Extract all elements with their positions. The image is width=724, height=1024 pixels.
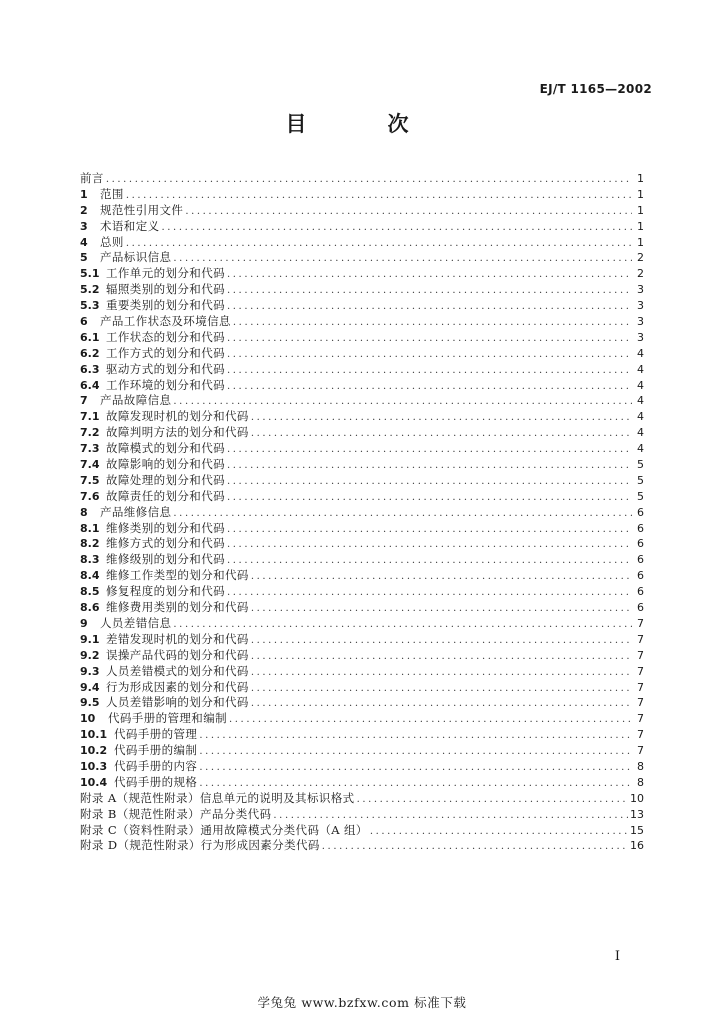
toc-leader-dots: [251, 665, 632, 681]
toc-entry-page: 7: [637, 648, 644, 662]
toc-entry-number: 9.5: [80, 696, 100, 710]
toc-entry[interactable]: [80, 457, 644, 473]
toc-entry-page: 1: [637, 187, 644, 201]
toc-entry-title: 附录 A（规范性附录）信息单元的说明及其标识格式: [80, 790, 355, 805]
toc-list: [80, 171, 644, 854]
toc-leader-dots: [251, 649, 632, 665]
toc-entry-title: 代码手册的管理和编制: [108, 711, 227, 726]
toc-entry[interactable]: [80, 330, 644, 346]
toc-entry-title: 维修级别的划分和代码: [106, 552, 225, 567]
toc-entry[interactable]: [80, 425, 644, 441]
toc-leader-dots: [227, 379, 632, 395]
toc-entry-page: 6: [637, 537, 644, 551]
toc-entry-title: 故障发现时机的划分和代码: [106, 409, 249, 424]
toc-entry-title: 人员差错影响的划分和代码: [106, 695, 249, 710]
toc-entry-title: 附录 C（资料性附录）通用故障模式分类代码（A 组）: [80, 822, 368, 837]
toc-entry-page: 4: [637, 410, 644, 424]
toc-entry-page: 4: [637, 346, 644, 360]
toc-entry-title: 附录 D（规范性附录）行为形成因素分类代码: [80, 838, 320, 853]
toc-entry-number: 6.2: [80, 346, 100, 360]
toc-entry-page: 13: [630, 807, 644, 821]
toc-leader-dots: [227, 283, 632, 299]
toc-leader-dots: [251, 426, 632, 442]
toc-entry-page: 7: [637, 696, 644, 710]
toc-entry-page: 3: [637, 330, 644, 344]
toc-entry-page: 7: [637, 728, 644, 742]
toc-entry[interactable]: [80, 362, 644, 378]
toc-leader-dots: [227, 347, 632, 363]
toc-entry[interactable]: [80, 616, 644, 632]
toc-entry-number: 7.2: [80, 426, 100, 440]
toc-leader-dots: [126, 236, 632, 252]
toc-entry-page: 3: [637, 283, 644, 297]
toc-leader-dots: [227, 553, 632, 569]
toc-entry-number: 9.1: [80, 632, 100, 646]
toc-leader-dots: [173, 617, 632, 633]
toc-entry-number: 6: [80, 315, 88, 329]
toc-entry-title: 工作方式的划分和代码: [106, 345, 225, 360]
toc-entry-number: 10.2: [80, 744, 108, 758]
toc-entry-page: 1: [637, 219, 644, 233]
toc-entry-page: 4: [637, 442, 644, 456]
toc-entry-title: 总则: [100, 234, 124, 249]
toc-entry[interactable]: [80, 219, 644, 235]
toc-entry-number: 8: [80, 505, 88, 519]
toc-leader-dots: [199, 744, 632, 760]
toc-leader-dots: [227, 537, 632, 553]
toc-entry-number: 9.3: [80, 664, 100, 678]
toc-entry[interactable]: [80, 314, 644, 330]
toc-entry-title: 工作单元的划分和代码: [106, 266, 225, 281]
toc-entry-page: 5: [637, 489, 644, 503]
toc-entry-title: 辐照类别的划分和代码: [106, 282, 225, 297]
toc-entry-number: 6.4: [80, 378, 100, 392]
toc-leader-dots: [199, 728, 632, 744]
toc-entry[interactable]: [80, 266, 644, 282]
toc-entry-number: 10.3: [80, 759, 108, 773]
toc-entry-page: 7: [637, 712, 644, 726]
toc-leader-dots: [322, 839, 628, 855]
toc-leader-dots: [227, 490, 632, 506]
toc-entry-number: 5.2: [80, 283, 100, 297]
toc-entry[interactable]: [80, 727, 644, 743]
toc-leader-dots: [251, 681, 632, 697]
toc-entry[interactable]: [80, 473, 644, 489]
toc-title: 目 次: [285, 111, 439, 136]
toc-entry[interactable]: [80, 791, 644, 807]
toc-entry-number: 2: [80, 203, 88, 217]
toc-entry-title: 故障影响的划分和代码: [106, 457, 225, 472]
toc-entry-number: 8.3: [80, 553, 100, 567]
toc-entry-page: 6: [637, 585, 644, 599]
toc-entry-title: 故障处理的划分和代码: [106, 472, 225, 487]
toc-leader-dots: [227, 458, 632, 474]
toc-entry-title: 维修费用类别的划分和代码: [106, 600, 249, 615]
toc-leader-dots: [227, 474, 632, 490]
toc-entry[interactable]: [80, 823, 644, 839]
toc-entry-page: 4: [637, 378, 644, 392]
toc-entry[interactable]: [80, 648, 644, 664]
toc-leader-dots: [229, 712, 632, 728]
toc-entry-title: 代码手册的规格: [114, 774, 198, 789]
toc-entry[interactable]: [80, 536, 644, 552]
toc-entry[interactable]: [80, 695, 644, 711]
toc-entry[interactable]: [80, 664, 644, 680]
toc-entry-number: 7: [80, 394, 88, 408]
toc-entry[interactable]: [80, 838, 644, 854]
toc-leader-dots: [199, 760, 632, 776]
toc-entry-page: 15: [630, 823, 644, 837]
toc-entry-number: 5: [80, 251, 88, 265]
toc-entry-number: 5.1: [80, 267, 100, 281]
toc-entry-number: 3: [80, 219, 88, 233]
toc-entry-number: 10.4: [80, 775, 108, 789]
toc-leader-dots: [273, 808, 628, 824]
toc-entry-title: 术语和定义: [100, 218, 160, 233]
toc-leader-dots: [227, 267, 632, 283]
toc-entry-title: 维修方式的划分和代码: [106, 536, 225, 551]
toc-entry[interactable]: [80, 807, 644, 823]
toc-entry-number: 8.4: [80, 569, 100, 583]
toc-entry[interactable]: [80, 711, 644, 727]
toc-entry-page: 4: [637, 362, 644, 376]
toc-entry-page: 6: [637, 601, 644, 615]
toc-leader-dots: [227, 363, 632, 379]
toc-entry-page: 7: [637, 744, 644, 758]
toc-entry-number: 10.1: [80, 728, 108, 742]
toc-entry-page: 10: [630, 791, 644, 805]
toc-entry-title: 维修工作类型的划分和代码: [106, 568, 249, 583]
toc-entry[interactable]: [80, 378, 644, 394]
toc-entry[interactable]: [80, 521, 644, 537]
toc-entry[interactable]: [80, 584, 644, 600]
toc-leader-dots: [199, 776, 632, 792]
toc-leader-dots: [227, 442, 632, 458]
toc-leader-dots: [227, 522, 632, 538]
toc-entry-page: 6: [637, 521, 644, 535]
page-number: I: [614, 949, 620, 964]
toc-entry-title: 代码手册的编制: [114, 743, 198, 758]
toc-entry-title: 前言: [80, 171, 104, 185]
toc-entry-number: 9.2: [80, 648, 100, 662]
toc-entry[interactable]: [80, 568, 644, 584]
toc-entry-number: 5.3: [80, 299, 100, 313]
toc-entry[interactable]: [80, 759, 644, 775]
toc-leader-dots: [173, 394, 632, 410]
toc-entry-title: 故障模式的划分和代码: [106, 441, 225, 456]
toc-entry-page: 4: [637, 426, 644, 440]
toc-entry-title: 范围: [100, 186, 124, 201]
toc-leader-dots: [106, 172, 632, 188]
toc-entry-title: 行为形成因素的划分和代码: [106, 679, 249, 694]
footer-watermark: 学兔兔 www.bzfxw.com 标准下载: [257, 995, 467, 1010]
toc-leader-dots: [251, 569, 632, 585]
toc-leader-dots: [251, 410, 632, 426]
toc-entry[interactable]: [80, 282, 644, 298]
toc-entry-page: 8: [637, 775, 644, 789]
toc-leader-dots: [173, 251, 632, 267]
toc-entry-number: 7.5: [80, 473, 100, 487]
toc-entry-page: 4: [637, 394, 644, 408]
toc-entry[interactable]: [80, 489, 644, 505]
toc-entry-title: 故障责任的划分和代码: [106, 488, 225, 503]
toc-entry-page: 6: [637, 505, 644, 519]
toc-entry-number: 6.3: [80, 362, 100, 376]
toc-entry-title: 工作环境的划分和代码: [106, 377, 225, 392]
toc-entry[interactable]: [80, 441, 644, 457]
toc-entry-title: 代码手册的管理: [114, 727, 198, 742]
toc-entry-title: 故障判明方法的划分和代码: [106, 425, 249, 440]
toc-entry-number: 8.6: [80, 601, 100, 615]
toc-entry-page: 3: [637, 299, 644, 313]
toc-leader-dots: [233, 315, 632, 331]
toc-entry-page: 7: [637, 632, 644, 646]
toc-entry-title: 差错发现时机的划分和代码: [106, 631, 249, 646]
toc-entry-page: 16: [630, 839, 644, 853]
toc-entry-page: 6: [637, 553, 644, 567]
toc-entry-title: 规范性引用文件: [100, 202, 184, 217]
standard-code: EJ/T 1165—2002: [539, 82, 652, 96]
toc-entry-number: 7.4: [80, 458, 100, 472]
toc-entry[interactable]: [80, 775, 644, 791]
toc-entry-page: 1: [637, 235, 644, 249]
toc-entry[interactable]: [80, 171, 644, 187]
toc-entry-title: 产品故障信息: [100, 393, 172, 408]
toc-entry-number: 10: [80, 712, 96, 726]
toc-entry-title: 代码手册的内容: [114, 758, 198, 773]
toc-leader-dots: [173, 506, 632, 522]
toc-entry[interactable]: [80, 632, 644, 648]
toc-entry-title: 工作状态的划分和代码: [106, 329, 225, 344]
toc-leader-dots: [370, 824, 628, 840]
toc-entry-number: 8.5: [80, 585, 100, 599]
toc-leader-dots: [357, 792, 628, 808]
toc-leader-dots: [162, 220, 633, 236]
toc-entry[interactable]: [80, 393, 644, 409]
toc-entry-title: 维修类别的划分和代码: [106, 520, 225, 535]
toc-entry-page: 7: [637, 680, 644, 694]
toc-entry-title: 产品维修信息: [100, 504, 172, 519]
toc-entry[interactable]: [80, 552, 644, 568]
toc-entry-number: 8.2: [80, 537, 100, 551]
toc-leader-dots: [185, 204, 632, 220]
toc-entry-number: 4: [80, 235, 88, 249]
toc-entry[interactable]: [80, 600, 644, 616]
toc-entry-page: 5: [637, 458, 644, 472]
toc-entry[interactable]: [80, 505, 644, 521]
toc-leader-dots: [227, 299, 632, 315]
toc-entry-number: 1: [80, 187, 88, 201]
toc-entry-page: 2: [637, 267, 644, 281]
toc-leader-dots: [251, 696, 632, 712]
toc-entry-number: 7.1: [80, 410, 100, 424]
toc-entry[interactable]: [80, 298, 644, 314]
toc-entry[interactable]: [80, 680, 644, 696]
toc-leader-dots: [251, 633, 632, 649]
toc-entry-title: 误操产品代码的划分和代码: [106, 647, 249, 662]
toc-leader-dots: [251, 601, 632, 617]
toc-entry-title: 重要类别的划分和代码: [106, 298, 225, 313]
toc-entry[interactable]: [80, 743, 644, 759]
toc-entry-page: 7: [637, 664, 644, 678]
toc-entry-number: 7.3: [80, 442, 100, 456]
toc-entry[interactable]: [80, 203, 644, 219]
toc-entry-number: 8.1: [80, 521, 100, 535]
toc-entry-page: 6: [637, 569, 644, 583]
toc-entry-number: 9: [80, 616, 88, 630]
toc-entry-page: 5: [637, 473, 644, 487]
toc-entry[interactable]: [80, 250, 644, 266]
toc-entry-title: 产品标识信息: [100, 250, 172, 265]
toc-leader-dots: [227, 331, 632, 347]
toc-entry-page: 8: [637, 759, 644, 773]
toc-entry-number: 6.1: [80, 330, 100, 344]
toc-entry-page: 7: [637, 616, 644, 630]
toc-entry[interactable]: [80, 346, 644, 362]
toc-entry-title: 附录 B（规范性附录）产品分类代码: [80, 806, 272, 821]
toc-entry[interactable]: [80, 187, 644, 203]
toc-leader-dots: [126, 188, 632, 204]
toc-entry-page: 2: [637, 251, 644, 265]
toc-entry-title: 驱动方式的划分和代码: [106, 361, 225, 376]
toc-entry-number: 7.6: [80, 489, 100, 503]
toc-entry-page: 1: [637, 203, 644, 217]
toc-entry-number: 9.4: [80, 680, 100, 694]
toc-entry-title: 产品工作状态及环境信息: [100, 314, 231, 329]
toc-entry[interactable]: [80, 409, 644, 425]
toc-entry-title: 人员差错信息: [100, 615, 172, 630]
toc-leader-dots: [227, 585, 632, 601]
toc-entry-title: 修复程度的划分和代码: [106, 584, 225, 599]
toc-entry[interactable]: [80, 235, 644, 251]
toc-entry-title: 人员差错模式的划分和代码: [106, 663, 249, 678]
toc-entry-page: 1: [637, 172, 644, 185]
toc-entry-page: 3: [637, 315, 644, 329]
